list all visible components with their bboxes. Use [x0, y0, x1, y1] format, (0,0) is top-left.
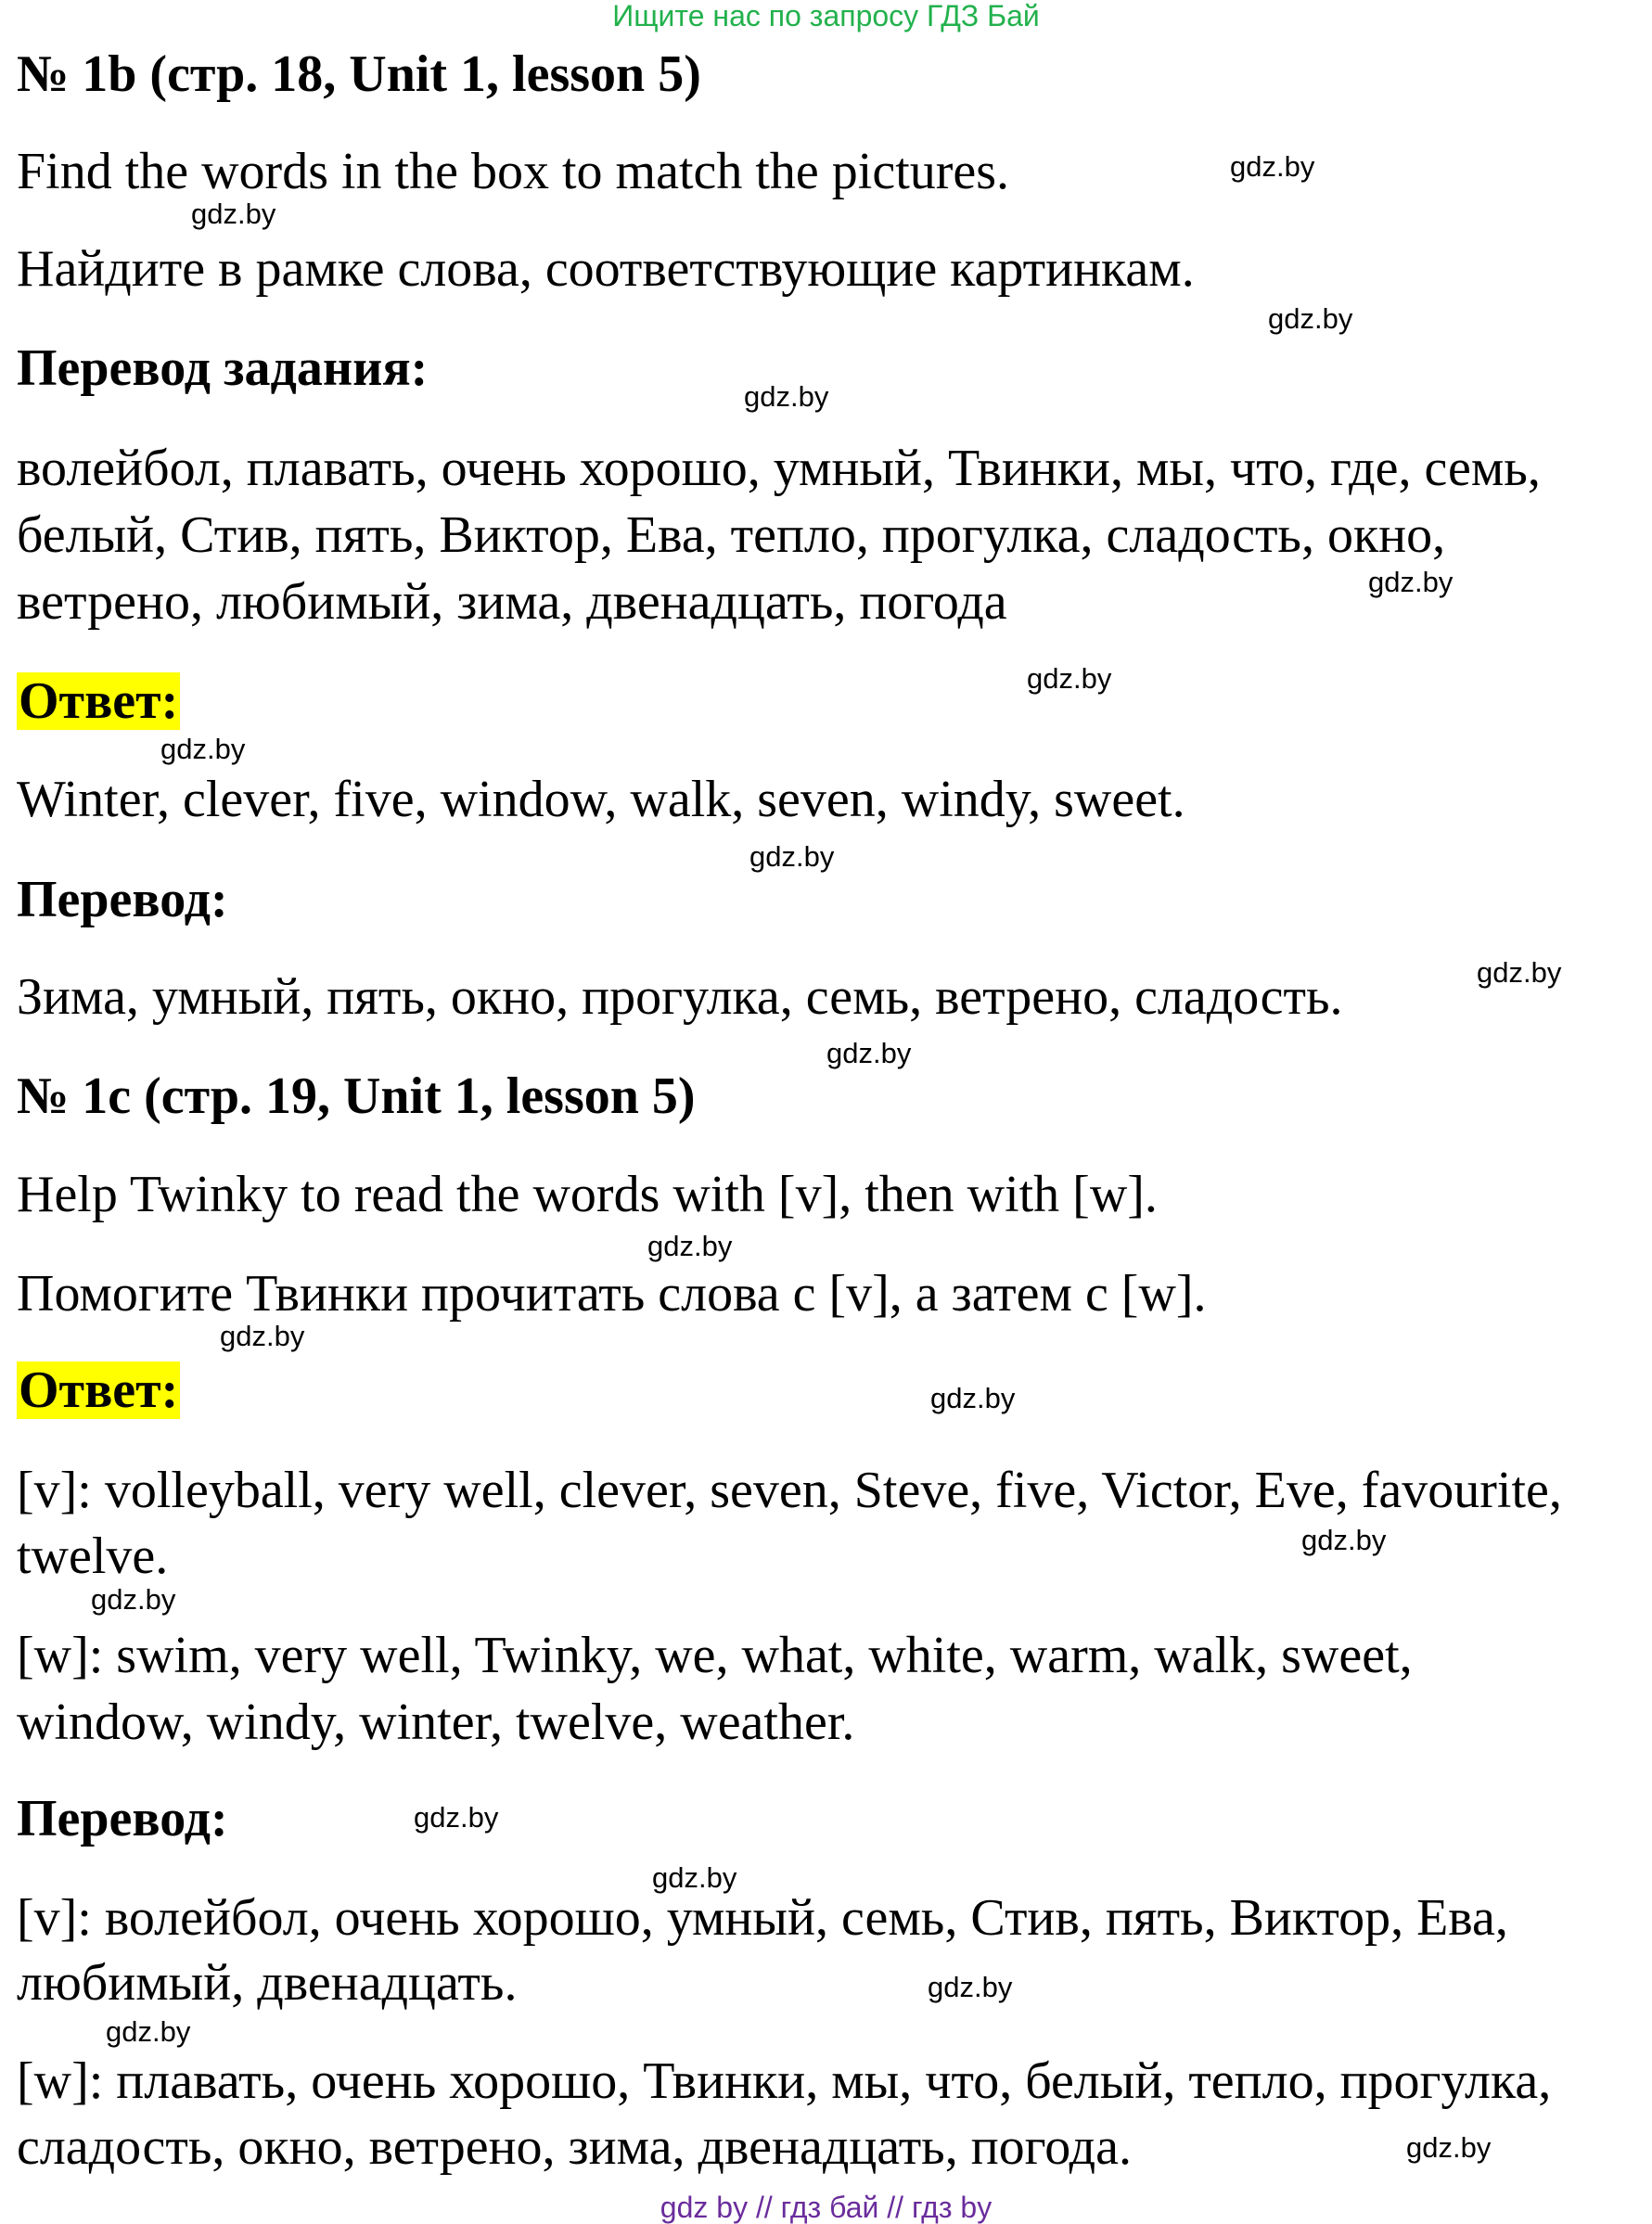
watermark: gdz.by [220, 1320, 305, 1352]
task-1b-task-translation-label: Перевод задания: [17, 339, 429, 397]
task-1b-instruction-ru: Найдите в рамке слова, соответствующие картинкам. [17, 240, 1195, 298]
watermark: gdz.by [1230, 150, 1315, 183]
task-1b-translation: Зима, умный, пять, окно, прогулка, семь, ветрено, сладость. [17, 968, 1343, 1026]
task-1c-translation-w-line-1: [w]: плавать, очень хорошо, Твинки, мы, что, белый, тепло, прогулка, [17, 2052, 1552, 2110]
watermark: gdz.by [928, 1971, 1013, 2003]
task-1c-heading: № 1c (стр. 19, Unit 1, lesson 5) [17, 1067, 696, 1125]
watermark: gdz.by [749, 840, 835, 873]
task-1b-translation-label: Перевод: [17, 871, 228, 928]
watermark: gdz.by [744, 380, 829, 413]
watermark: gdz.by [826, 1037, 912, 1069]
task-1b-answer: Winter, clever, five, window, walk, seven, windy, sweet. [17, 771, 1185, 828]
answer-highlight: Ответ: [19, 1361, 179, 1419]
bottom-banner-links[interactable]: gdz by // гдз бай // гдз by [660, 2191, 992, 2224]
answer-highlight: Ответ: [19, 672, 179, 730]
task-1c-translation-v-line-1: [v]: волейбол, очень хорошо, умный, семь, Стив, пять, Виктор, Ева, [17, 1889, 1508, 1947]
watermark: gdz.by [647, 1230, 733, 1262]
watermark: gdz.by [191, 198, 276, 230]
task-1c-translation-v-line-2: любимый, двенадцать. [17, 1954, 518, 2012]
watermark: gdz.by [1268, 302, 1353, 335]
task-1c-translation-label: Перевод: [17, 1790, 228, 1847]
task-1b-task-translation-line-2: белый, Стив, пять, Виктор, Ева, тепло, прогулка, сладость, окно, [17, 506, 1446, 564]
watermark: gdz.by [1477, 956, 1562, 989]
task-1b-instruction-en: Find the words in the box to match the pictures. [17, 143, 1010, 200]
task-1c-answer-label [17, 1361, 180, 1420]
watermark: gdz.by [160, 733, 246, 765]
watermark: gdz.by [414, 1801, 499, 1834]
task-1c-answer-w-line-1: [w]: swim, very well, Twinky, we, what, white, warm, walk, sweet, [17, 1627, 1413, 1684]
task-1b-task-translation-line-3: ветрено, любимый, зима, двенадцать, погода [17, 573, 1007, 631]
task-1c-answer-v-line-1: [v]: volleyball, very well, clever, seven, Steve, five, Victor, Eve, favourite, [17, 1462, 1562, 1519]
watermark: gdz.by [1027, 662, 1112, 695]
task-1c-translation-w-line-2: сладость, окно, ветрено, зима, двенадцать, погода. [17, 2118, 1132, 2176]
task-1c-instruction-ru: Помогите Твинки прочитать слова с [v], а затем с [w]. [17, 1265, 1207, 1323]
watermark: gdz.by [1406, 2131, 1492, 2164]
watermark: gdz.by [930, 1382, 1016, 1414]
watermark: gdz.by [106, 2015, 191, 2048]
watermark: gdz.by [652, 1861, 737, 1894]
task-1c-answer-w-line-2: window, windy, winter, twelve, weather. [17, 1694, 855, 1751]
top-banner-link[interactable]: Ищите нас по запросу ГДЗ Бай [612, 0, 1040, 32]
watermark: gdz.by [91, 1583, 176, 1616]
watermark: gdz.by [1368, 566, 1454, 598]
watermark: gdz.by [1301, 1524, 1387, 1556]
task-1c-instruction-en: Help Twinky to read the words with [v], then with [w]. [17, 1166, 1158, 1223]
task-1c-answer-v-line-2: twelve. [17, 1527, 169, 1585]
task-1b-heading: № 1b (стр. 18, Unit 1, lesson 5) [17, 45, 701, 103]
task-1b-answer-label [17, 671, 180, 731]
task-1b-task-translation-line-1: волейбол, плавать, очень хорошо, умный, Твинки, мы, что, где, семь, [17, 440, 1541, 497]
